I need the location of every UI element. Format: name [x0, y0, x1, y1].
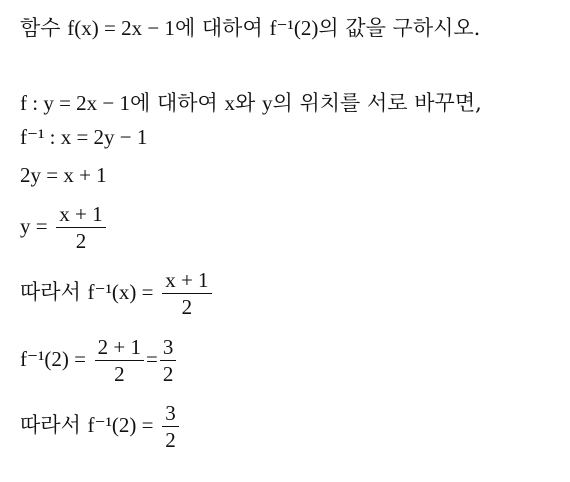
- step6-denominator-1: 2: [114, 362, 125, 387]
- step5-lhs: f⁻¹(x) =: [87, 280, 154, 305]
- step1-text2: 와: [235, 91, 256, 115]
- solution-step-3: 2y = x + 1: [20, 163, 107, 187]
- step1-expr: f : y = 2x − 1: [20, 91, 131, 115]
- step6-fraction-2: [160, 336, 177, 385]
- step6-lhs: f⁻¹(2) =: [20, 347, 86, 372]
- problem-suffix: 의 값을 구하시오.: [318, 16, 481, 40]
- solution-step-5: [20, 269, 214, 318]
- step7-denominator: 2: [165, 428, 176, 453]
- step1-var-x: x: [224, 91, 236, 115]
- step1-text1: 에 대하여: [130, 91, 218, 115]
- function-definition: f(x) = 2x − 1: [67, 16, 175, 40]
- step6-denominator-2: 2: [162, 362, 174, 387]
- step6-numerator-1: 2 + 1: [95, 336, 144, 361]
- step7-lhs: f⁻¹(2) =: [87, 413, 154, 438]
- step5-denominator: 2: [181, 295, 193, 320]
- step1-var-y: y: [262, 91, 273, 115]
- step1-text3: 의 위치를 서로 바꾸면,: [272, 91, 482, 115]
- step4-denominator: 2: [75, 229, 87, 254]
- problem-statement: [20, 12, 480, 42]
- solution-step-6: [20, 336, 178, 385]
- step4-lhs: y =: [20, 214, 48, 239]
- solution-step-2: f⁻¹ : x = 2y − 1: [20, 125, 148, 149]
- step7-text: 따라서: [20, 413, 81, 438]
- problem-prefix: 함수: [20, 16, 61, 40]
- inverse-target: f⁻¹(2): [269, 16, 319, 40]
- step7-numerator: 3: [162, 402, 179, 427]
- step6-numerator-2: 3: [160, 336, 177, 361]
- step4-numerator: x + 1: [56, 203, 105, 228]
- step5-text: 따라서: [20, 280, 81, 305]
- solution-step-4: [20, 203, 108, 252]
- solution-step-1: [20, 87, 482, 117]
- solution-step-7: [20, 402, 181, 451]
- step7-fraction: [162, 402, 179, 451]
- step5-numerator: x + 1: [162, 269, 211, 294]
- step4-fraction: [56, 203, 105, 252]
- problem-middle: 에 대하여: [174, 16, 263, 40]
- step6-equals: =: [145, 347, 158, 372]
- step6-fraction-1: [95, 336, 144, 385]
- step5-fraction: [162, 269, 211, 318]
